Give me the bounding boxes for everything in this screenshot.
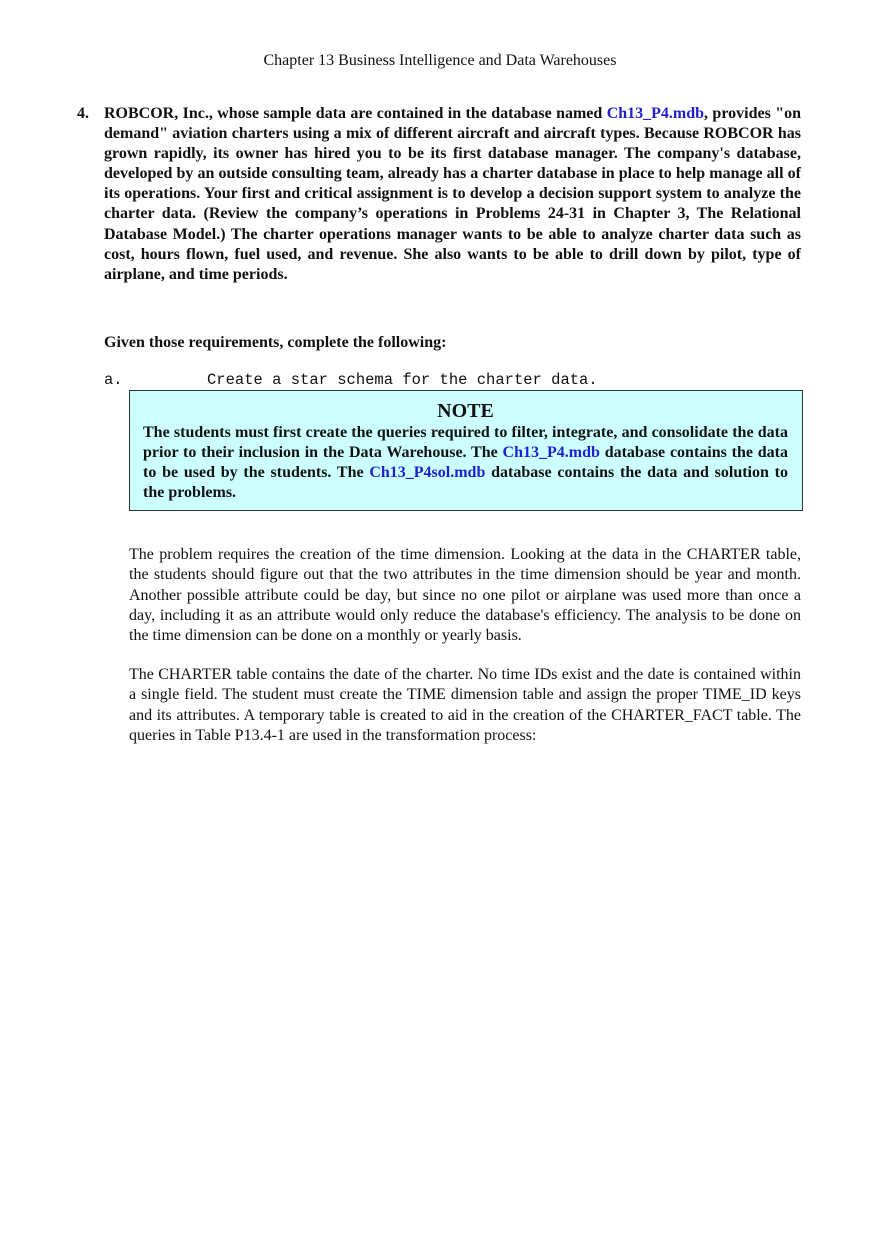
paragraph-charter-table: The CHARTER table contains the date of the charter. No time IDs exist and the date is contained within a single field. The student must create the TIME dimension table and assign the proper TIME_ID keys and its attributes. A temporary table is created to aid in the creation of the CHARTER_FACT table. The queries in Table P13.4-1 are used in the transformation process: <box>129 666 801 744</box>
paragraph-time-dimension: The problem requires the creation of the time dimension. Looking at the data in the CHARTER table, the students should figure out that the two attributes in the time dimension should be year and month. Another possible attribute could be day, but since no one pilot or airplane was used more than once a day, including it as an attribute would only reduce the database's efficiency. The analysis to be done on the time dimension can be done on a monthly or yearly basis. <box>129 546 801 645</box>
note-box <box>129 390 803 511</box>
note-text-part2: database contains the data to be used by the students. The <box>143 444 788 482</box>
note-body <box>143 423 788 503</box>
page-header: Chapter 13 Business Intelligence and Data Warehouses <box>263 52 617 69</box>
given-requirements: Given those requirements, complete the following: <box>104 334 447 351</box>
note-text-part3: database contains the data and solution to the problems. <box>143 464 788 502</box>
note-text-part1: The students must first create the queries required to filter, integrate, and consolidate the data prior to their inclusion in the Data Warehouse. The <box>143 424 788 462</box>
note-link-ch13-p4sol[interactable]: Ch13_P4sol.mdb <box>369 464 486 482</box>
question-text-part1: ROBCOR, Inc., whose sample data are contained in the database named <box>104 105 607 122</box>
item-a-letter: a. <box>104 371 123 389</box>
question-number: 4. <box>77 105 89 122</box>
note-title: NOTE <box>437 400 494 422</box>
question-text-part2: , provides "on demand" aviation charters using a mix of different aircraft and aircraft types. Because ROBCOR has grown rapidly, its owner has hired you to be its first database manager. The company's database, developed by an outside consulting team, already has a charter database in place to help manage all of its operations. Your first and critical assignment is to develop a decision support system to analyze the charter data. (Review the company’s operations in Problems 24-31 in Chapter 3, The Relational Database Model.) The charter operations manager wants to be able to analyze charter data such as cost, hours flown, fuel used, and revenue. She also wants to be able to drill down by pilot, type of airplane, and time periods. <box>104 105 801 283</box>
database-link-ch13-p4[interactable]: Ch13_P4.mdb <box>606 105 705 122</box>
question-4 <box>77 104 801 285</box>
item-a-text: Create a star schema for the charter data. <box>207 371 598 389</box>
note-link-ch13-p4[interactable]: Ch13_P4.mdb <box>502 444 600 462</box>
